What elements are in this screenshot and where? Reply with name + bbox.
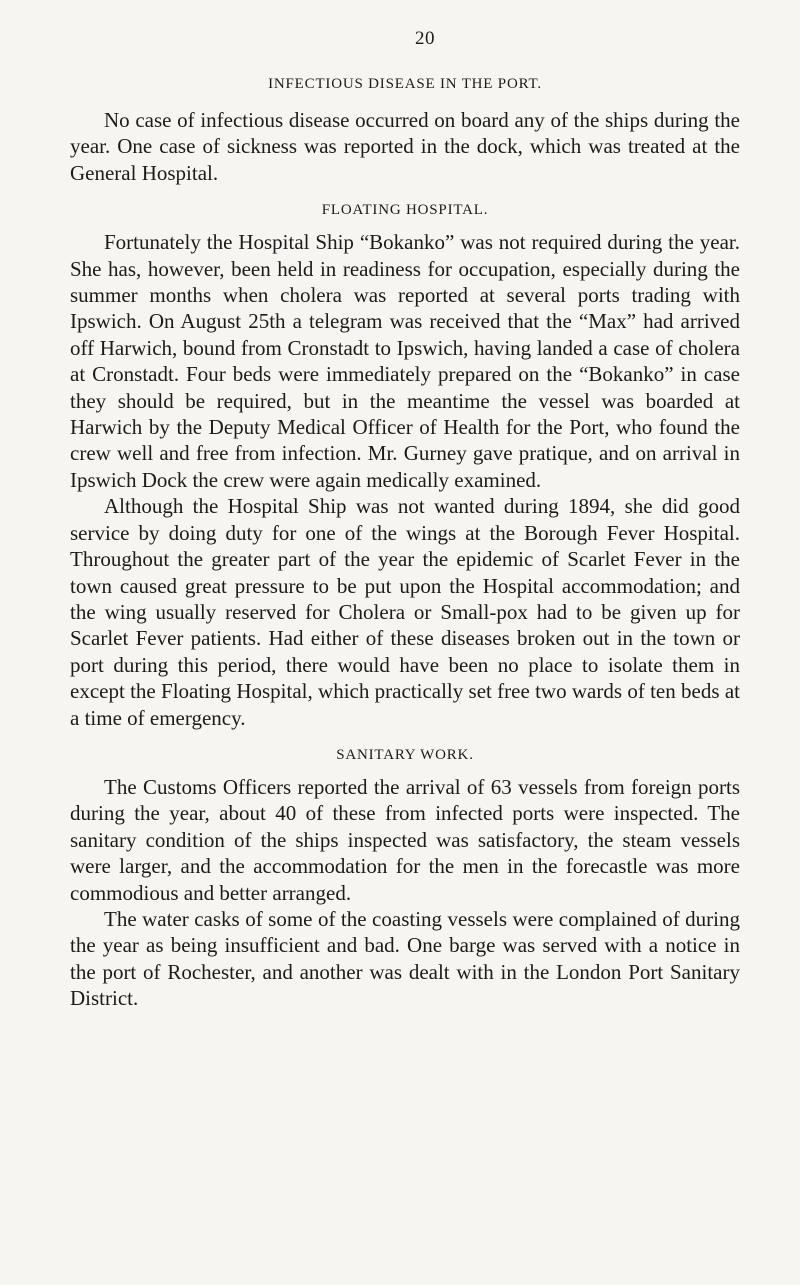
section-floating-hospital <box>70 202 740 731</box>
section-infectious-disease <box>70 76 740 186</box>
paragraph: Although the Hospital Ship was not wanted during 1894, she did good service by doing duty for one of the wings at the Borough Fever Hospital. Throughout the greater part of the year the epidemic of Scarlet Fever in the town caused great pressure to be put upon the Hospital accommodation; and the wing usually reserved for Cholera or Small-pox had to be given up for Scarlet Fever patients. Had either of these diseases broken out in the town or port during this period, there would have been no place to isolate them in except the Floating Hospital, which practically set free two wards of ten beds at a time of emergency. <box>70 494 740 730</box>
paragraph: The Customs Officers reported the arrival of 63 vessels from foreign ports during the year, about 40 of these from infected ports were inspected. The sanitary condition of the ships inspected was satisfactory, the steam vessels were larger, and the accommodation for the men in the forecastle was more commodious and better arranged. <box>70 774 740 905</box>
paragraph: No case of infectious disease occurred on board any of the ships during the year. One case of sickness was reported in the dock, which was treated at the General Hospital. <box>70 108 740 185</box>
section-sanitary-work <box>70 747 740 1012</box>
section-heading: INFECTIOUS DISEASE IN THE PORT. <box>268 76 542 92</box>
page-number: 20 <box>415 28 435 49</box>
section-heading: SANITARY WORK. <box>336 746 474 763</box>
paragraph: The water casks of some of the coasting vessels were complained of during the year as being insufficient and bad. One barge was served with a notice in the port of Rochester, and another was dealt with in the London Port Sanitary District. <box>70 906 740 1011</box>
document-page <box>70 28 740 1012</box>
section-heading: FLOATING HOSPITAL. <box>321 202 489 219</box>
paragraph: Fortunately the Hospital Ship “Bokanko” was not required during the year. She has, however, been held in readiness for occupation, especially during the summer months when cholera was reported at several ports trading with Ipswich. On August 25th a telegram was received that the “Max” had arrived off Harwich, bound from Cronstadt to Ipswich, having landed a case of cholera at Cronstadt. Four beds were immediately prepared on the “Bokanko” in case they should be required, but in the meantime the vessel was boarded at Harwich by the Deputy Medical Officer of Health for the Port, who found the crew well and free from infection. Mr. Gurney gave pratique, and on arrival in Ipswich Dock the crew were again medically examined. <box>70 230 740 492</box>
